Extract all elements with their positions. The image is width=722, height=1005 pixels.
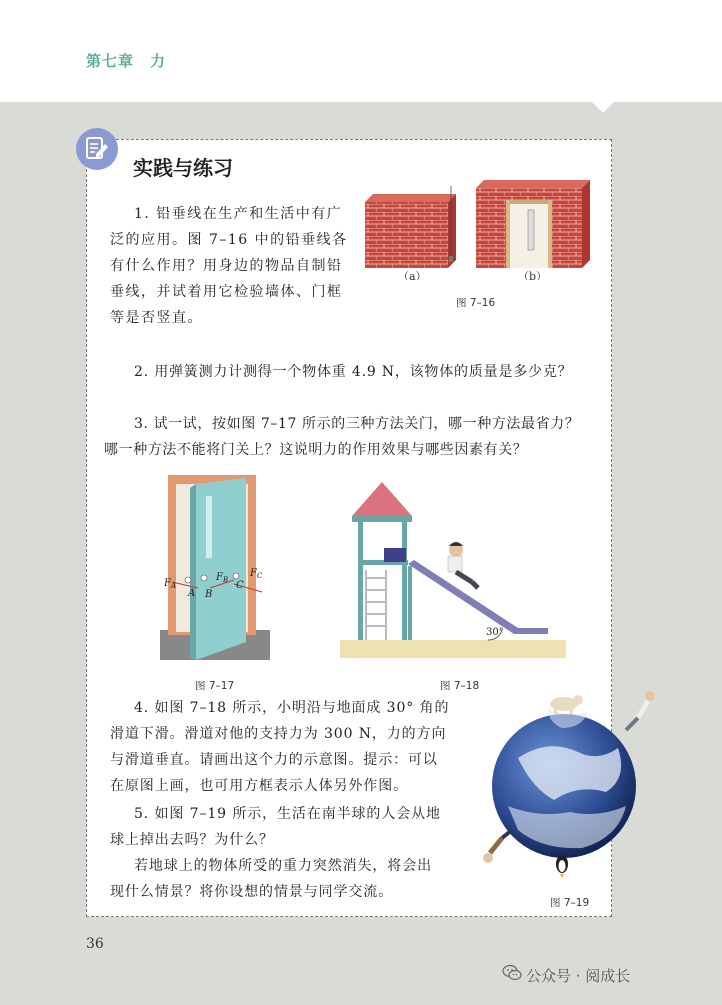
label-fb-sub: B	[222, 576, 229, 584]
child-figure	[448, 542, 478, 588]
fig16-label-b: （b）	[518, 270, 548, 280]
question-3	[104, 411, 604, 463]
q4-line: 4. 如图 7–18 所示，小明沿与地面成 30° 角的	[134, 700, 450, 716]
label-fc: F	[250, 568, 257, 579]
figure-7-16	[360, 180, 600, 280]
question-2: 2. 用弹簧测力计测得一个物体重 4.9 N，该物体的质量是多少克？	[134, 364, 573, 380]
q3-line: 3. 试一试，按如图 7–17 所示的三种方法关门，哪一种方法最省力？	[134, 416, 580, 432]
figure-7-19	[478, 688, 662, 888]
q1-line: 有什么作用？用身边的物品自制铅	[110, 258, 343, 274]
person-bottom-left	[483, 830, 512, 863]
question-4	[110, 695, 470, 799]
q1-line: 等是否竖直。	[110, 310, 203, 326]
question-1	[110, 201, 360, 331]
notepad-pencil-icon	[85, 136, 109, 162]
brick-wall-a	[365, 186, 456, 268]
point-c	[233, 573, 239, 579]
q3-line: 哪一种方法不能将门关上？这说明力的作用效果与哪些因素有关？	[104, 442, 528, 458]
figure-7-17	[150, 470, 280, 670]
header-notch	[590, 100, 616, 113]
fig17-caption: 图 7–17	[195, 680, 235, 692]
label-a: A	[188, 588, 196, 599]
q1-line: 1. 铅垂线在生产和生活中有广	[134, 206, 343, 222]
label-fa: F	[164, 578, 171, 589]
label-b: B	[205, 589, 213, 600]
page-number: 36	[86, 936, 104, 952]
q1-line: 垂线，并试着用它检验墙体、门框	[110, 284, 343, 300]
fig16-label-a: （a）	[398, 270, 427, 280]
person-top-right	[626, 691, 655, 730]
q1-line: 泛的应用。图 7–16 中的铅垂线各	[110, 232, 348, 248]
q4-line: 与滑道垂直。请画出这个力的示意图。提示：可以	[110, 752, 438, 768]
label-fb: F	[216, 572, 223, 583]
fig19-caption: 图 7–19	[550, 897, 590, 909]
exercise-badge	[76, 128, 118, 170]
brick-doorframe-b	[476, 180, 590, 268]
label-fc-sub: C	[256, 572, 263, 580]
q5-line: 5. 如图 7–19 所示，生活在南半球的人会从地	[134, 806, 441, 822]
q5-line: 球上掉出去吗？为什么？	[110, 832, 274, 848]
label-c: C	[236, 580, 244, 591]
bear-figure	[550, 695, 583, 714]
point-a	[185, 577, 191, 583]
q5-line: 现什么情景？将你设想的情景与同学交流。	[110, 884, 394, 900]
point-b	[201, 575, 207, 581]
watermark-text: 公众号 · 阅成长	[526, 967, 631, 985]
label-fa-sub: A	[170, 582, 177, 590]
figure-7-18	[338, 478, 574, 660]
section-title: 实践与练习	[133, 156, 233, 180]
q5-line: 若地球上的物体所受的重力突然消失，将会出	[134, 858, 432, 874]
wechat-icon	[502, 964, 522, 982]
penguin-figure	[556, 855, 568, 878]
chapter-title: 第七章 力	[86, 52, 167, 70]
slide-angle-label: 30°	[486, 627, 504, 638]
fig18-caption: 图 7–18	[440, 680, 480, 692]
fig16-caption: 图 7–16	[456, 297, 496, 309]
svg-text:FC	[249, 568, 263, 580]
question-5	[110, 801, 470, 905]
q4-line: 滑道下滑。滑道对他的支持力为 300 N，力的方向	[110, 726, 447, 742]
q4-line: 在原图上画，也可用方框表示人体另外作图。	[110, 778, 408, 794]
